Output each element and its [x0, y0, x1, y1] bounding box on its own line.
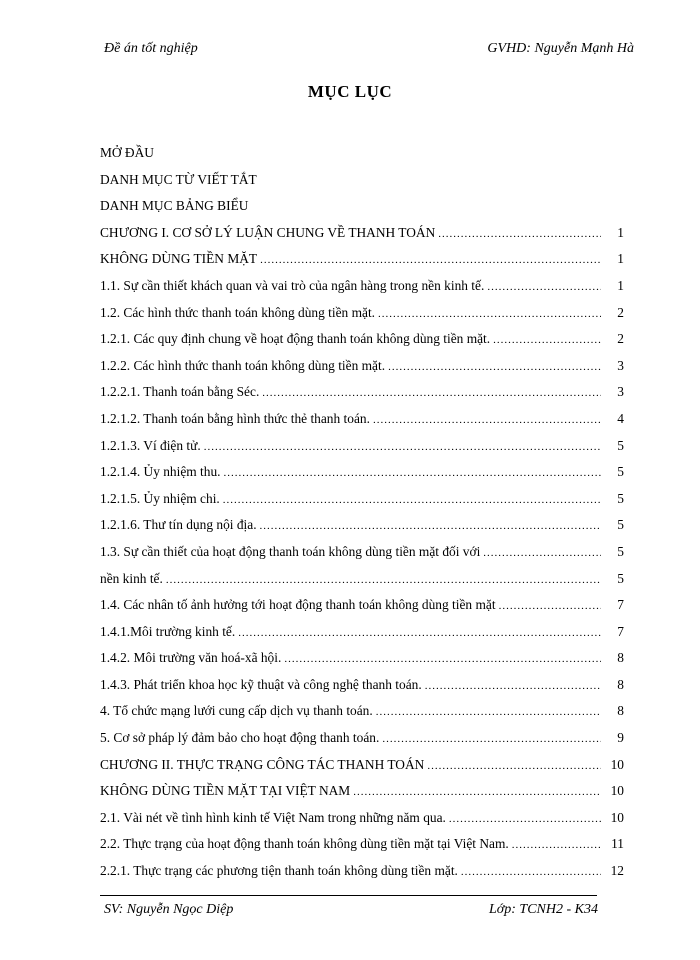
toc-leader-dots: [382, 726, 601, 753]
toc-entry-text: 1.2.2. Các hình thức thanh toán không dùng tiền mặt.: [100, 357, 386, 373]
toc-entry-page: 2: [617, 331, 624, 347]
toc-entry-page: 3: [617, 357, 624, 373]
toc-entry-text: 2.1. Vài nét về tình hình kinh tế Việt Nam trong những năm qua.: [100, 809, 446, 825]
toc-entry-page: 12: [610, 863, 624, 879]
toc-entry-text: 1.3. Sự cần thiết của hoạt động thanh toán không dùng tiền mặt đối với: [100, 543, 481, 559]
toc-entry-page: 8: [617, 650, 624, 666]
toc-entry[interactable]: [100, 167, 624, 194]
toc-entry-page: 8: [617, 676, 624, 692]
toc-entry[interactable]: [100, 512, 624, 539]
toc-entry-text: 1.4.2. Môi trường văn hoá-xã hội.: [100, 650, 282, 666]
toc-entry[interactable]: [100, 246, 624, 273]
toc-entry-text: CHƯƠNG I. CƠ SỞ LÝ LUẬN CHUNG VỀ THANH TOÁN: [100, 224, 436, 240]
toc-entry-page: 1: [617, 251, 624, 267]
footer-student: SV: Nguyễn Ngọc Diệp: [104, 902, 234, 917]
toc-entry[interactable]: [100, 406, 624, 433]
toc-entry[interactable]: [100, 326, 624, 353]
toc-entry[interactable]: [100, 805, 624, 832]
toc-entry[interactable]: [100, 592, 624, 619]
toc-entry[interactable]: [100, 486, 624, 513]
toc-entry-text: 1.2.1.3. Ví điện tử.: [100, 437, 201, 453]
toc-leader-dots: [487, 274, 601, 301]
toc-entry-text: 1.2.1. Các quy định chung về hoạt động thanh toán không dùng tiền mặt.: [100, 331, 491, 347]
toc-entry-page: 5: [617, 437, 624, 453]
toc-entry-page: 10: [610, 809, 624, 825]
page-title: MỤC LỤC: [307, 82, 393, 101]
toc-leader-dots: [438, 221, 601, 248]
toc-entry[interactable]: [100, 300, 624, 327]
toc-entry-page: 5: [617, 570, 624, 586]
toc-leader-dots: [260, 247, 601, 274]
toc-entry-text: DANH MỤC BẢNG BIỂU: [100, 198, 249, 214]
header-advisor: GVHD: Nguyễn Mạnh Hà: [487, 41, 634, 56]
toc-leader-dots: [499, 593, 601, 620]
toc-leader-dots: [353, 779, 601, 806]
toc-leader-dots: [493, 327, 601, 354]
toc-entry-text: 5. Cơ sở pháp lý đảm bảo cho hoạt động thanh toán.: [100, 730, 380, 746]
toc-entry[interactable]: [100, 566, 624, 593]
toc-leader-dots: [224, 460, 601, 487]
toc-entry[interactable]: [100, 778, 624, 805]
toc-leader-dots: [388, 354, 601, 381]
footer-divider: [100, 895, 597, 896]
toc-leader-dots: [425, 673, 601, 700]
toc-entry[interactable]: [100, 858, 624, 885]
toc-leader-dots: [512, 832, 601, 859]
toc-leader-dots: [376, 699, 601, 726]
toc-entry[interactable]: [100, 672, 624, 699]
toc-entry[interactable]: [100, 193, 624, 220]
toc-leader-dots: [373, 407, 601, 434]
toc-entry-page: 5: [617, 490, 624, 506]
footer-class: Lớp: TCNH2 - K34: [489, 902, 598, 917]
table-of-contents: [100, 140, 624, 885]
toc-entry-text: 1.2. Các hình thức thanh toán không dùng tiền mặt.: [100, 304, 376, 320]
toc-entry-page: 3: [617, 384, 624, 400]
toc-entry-page: 9: [617, 730, 624, 746]
toc-entry[interactable]: [100, 752, 624, 779]
toc-entry-text: 1.4.3. Phát triển khoa học kỹ thuật và công nghệ thanh toán.: [100, 676, 422, 692]
toc-leader-dots: [284, 646, 601, 673]
toc-entry-text: 1.2.1.4. Ủy nhiệm thu.: [100, 464, 221, 480]
toc-leader-dots: [204, 434, 601, 461]
toc-entry-text: 1.1. Sự cần thiết khách quan và vai trò của ngân hàng trong nền kinh tế.: [100, 277, 485, 293]
toc-entry-text: 1.2.1.2. Thanh toán bằng hình thức thẻ thanh toán.: [100, 410, 370, 426]
toc-leader-dots: [262, 380, 601, 407]
toc-entry[interactable]: [100, 831, 624, 858]
toc-entry-text: DANH MỤC TỪ VIẾT TẮT: [100, 171, 257, 187]
toc-entry-text: 2.2. Thực trạng của hoạt động thanh toán không dùng tiền mặt tại Việt Nam.: [100, 836, 509, 852]
toc-entry-text: KHÔNG DÙNG TIỀN MẶT: [100, 251, 258, 267]
toc-leader-dots: [449, 806, 601, 833]
toc-entry-text: nền kinh tế.: [100, 570, 163, 586]
toc-leader-dots: [166, 567, 601, 594]
toc-entry-text: MỞ ĐẦU: [100, 145, 154, 160]
toc-entry-text: CHƯƠNG II. THỰC TRẠNG CÔNG TÁC THANH TOÁN: [100, 756, 425, 772]
toc-entry-page: 1: [617, 277, 624, 293]
toc-entry-text: 1.4. Các nhân tố ảnh hưởng tới hoạt động thanh toán không dùng tiền mặt: [100, 597, 496, 613]
toc-entry-page: 5: [617, 543, 624, 559]
toc-entry-page: 5: [617, 517, 624, 533]
toc-entry[interactable]: [100, 698, 624, 725]
toc-leader-dots: [223, 487, 601, 514]
toc-entry[interactable]: [100, 379, 624, 406]
toc-entry[interactable]: [100, 220, 624, 247]
toc-entry-page: 8: [617, 703, 624, 719]
toc-entry-text: 1.4.1.Môi trường kinh tế.: [100, 623, 236, 639]
toc-entry[interactable]: [100, 273, 624, 300]
toc-entry-page: 1: [617, 224, 624, 240]
toc-entry-page: 11: [611, 836, 624, 852]
toc-entry[interactable]: [100, 433, 624, 460]
toc-leader-dots: [238, 620, 601, 647]
toc-entry-page: 4: [617, 410, 624, 426]
toc-leader-dots: [461, 859, 601, 886]
toc-leader-dots: [378, 301, 601, 328]
toc-entry-page: 7: [617, 597, 624, 613]
toc-entry[interactable]: [100, 619, 624, 646]
toc-entry[interactable]: [100, 725, 624, 752]
toc-entry-text: 1.2.1.5. Ủy nhiệm chi.: [100, 490, 220, 506]
toc-entry[interactable]: [100, 645, 624, 672]
toc-entry[interactable]: [100, 539, 624, 566]
toc-entry[interactable]: [100, 140, 624, 167]
toc-entry[interactable]: [100, 459, 624, 486]
toc-entry-page: 10: [610, 783, 624, 799]
toc-leader-dots: [483, 540, 601, 567]
toc-leader-dots: [427, 753, 601, 780]
toc-leader-dots: [260, 513, 601, 540]
toc-entry-text: KHÔNG DÙNG TIỀN MẶT TẠI VIỆT NAM: [100, 783, 351, 799]
toc-entry-page: 7: [617, 623, 624, 639]
toc-entry-text: 4. Tổ chức mạng lưới cung cấp dịch vụ thanh toán.: [100, 703, 373, 719]
toc-entry-text: 1.2.1.6. Thư tín dụng nội địa.: [100, 517, 257, 533]
toc-entry-page: 2: [617, 304, 624, 320]
header-document-title: Đề án tốt nghiệp: [104, 41, 198, 56]
toc-entry-page: 10: [610, 756, 624, 772]
toc-entry-text: 2.2.1. Thực trạng các phương tiện thanh toán không dùng tiền mặt.: [100, 863, 458, 879]
toc-entry-page: 5: [617, 464, 624, 480]
toc-entry-text: 1.2.2.1. Thanh toán bằng Séc.: [100, 384, 260, 400]
toc-entry[interactable]: [100, 353, 624, 380]
